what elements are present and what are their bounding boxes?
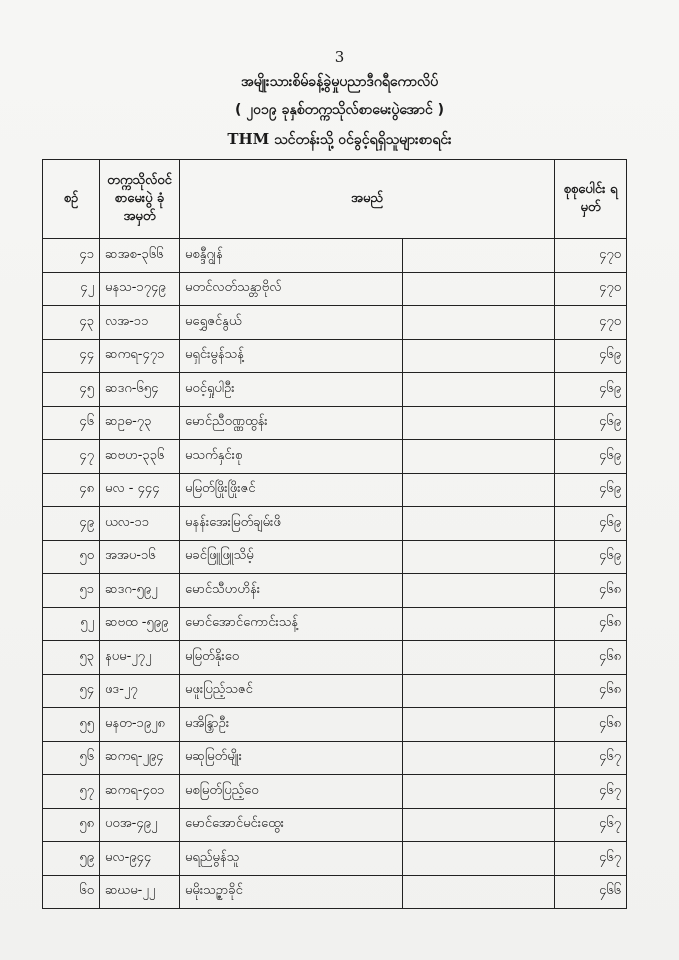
total-marks: ၄၆၈ — [555, 708, 627, 742]
name-cell-spacer — [403, 339, 555, 373]
table-row — [43, 607, 627, 641]
total-marks: ၄၆၈ — [555, 641, 627, 675]
student-name: မသက်နှင်းစု — [180, 440, 403, 474]
roll-number: ယလ-၁၁ — [100, 507, 180, 541]
roll-number: ဆဒဂ-၅၉၂ — [100, 574, 180, 608]
name-cell-spacer — [403, 306, 555, 340]
serial-number: ၄၉ — [43, 507, 100, 541]
total-marks: ၄၆၆ — [555, 875, 627, 909]
roll-number: အအပ-၁၆ — [100, 540, 180, 574]
total-marks: ၄၆၇ — [555, 775, 627, 809]
serial-number: ၆၀ — [43, 875, 100, 909]
roll-number: ဖဒ-၂၇ — [100, 674, 180, 708]
total-marks: ၄၆၇ — [555, 808, 627, 842]
table-row — [43, 373, 627, 407]
serial-number: ၄၈ — [43, 473, 100, 507]
roll-number: မလ-၉၄၄ — [100, 842, 180, 876]
name-cell-spacer — [403, 406, 555, 440]
exam-year-subtitle: ( ၂၀၁၉ ခုနှစ်တက္ကသိုလ်စာမေးပွဲအောင် ) — [234, 102, 445, 118]
serial-number: ၄၁ — [43, 239, 100, 273]
student-name: မရွှေဇင်နွယ် — [180, 306, 403, 340]
serial-number: ၅၅ — [43, 708, 100, 742]
list-title-text: သင်တန်းသို့ ဝင်ခွင့်ရရှိသူများစာရင်း — [274, 132, 452, 148]
roll-number: ဆဥဓ-၇၃ — [100, 406, 180, 440]
roll-number: ဆဗထ -၅၉၉ — [100, 607, 180, 641]
student-name: မခင်ဖြူဖြူသိမ့် — [180, 540, 403, 574]
table-row — [43, 741, 627, 775]
roll-number: လအ-၁၁ — [100, 306, 180, 340]
header-roll-number: တက္ကသိုလ်ဝင် စာမေးပွဲ ခုံအမှတ် — [100, 160, 180, 239]
table-row — [43, 875, 627, 909]
name-cell-spacer — [403, 708, 555, 742]
roll-number: ဆကရ-၄၇၁ — [100, 339, 180, 373]
roll-number: ဆဗဟ-၃၃၆ — [100, 440, 180, 474]
name-cell-spacer — [403, 842, 555, 876]
table-row — [43, 239, 627, 273]
list-title-course: THM — [227, 130, 270, 148]
table-row — [43, 272, 627, 306]
page-number: 3 — [334, 48, 345, 66]
table-row — [43, 775, 627, 809]
roll-number: ပဝအ-၄၉၂ — [100, 808, 180, 842]
name-cell-spacer — [403, 239, 555, 273]
student-name: မဆုမြတ်မျိုး — [180, 741, 403, 775]
name-cell-spacer — [403, 574, 555, 608]
name-cell-spacer — [403, 272, 555, 306]
serial-number: ၅၉ — [43, 842, 100, 876]
total-marks: ၄၆၉ — [555, 339, 627, 373]
student-name: မမြတ်နိုးဝေ — [180, 641, 403, 675]
admission-table — [42, 159, 627, 909]
table-row — [43, 842, 627, 876]
student-name: မအိန္ဒြာဦး — [180, 708, 403, 742]
roll-number: နပမ-၂၇၂ — [100, 641, 180, 675]
student-name: မနန်းအေးမြတ်ချမ်းဖိ — [180, 507, 403, 541]
roll-number: မလ - ၄၄၄ — [100, 473, 180, 507]
list-title — [0, 130, 679, 151]
name-cell-spacer — [403, 875, 555, 909]
table-row — [43, 674, 627, 708]
table-row — [43, 306, 627, 340]
student-name: မောင်အောင်မင်းထွေး — [180, 808, 403, 842]
header-name: အမည် — [180, 160, 555, 239]
serial-number: ၅၈ — [43, 808, 100, 842]
total-marks: ၄၆၇ — [555, 741, 627, 775]
table-row — [43, 540, 627, 574]
total-marks: ၄၆၉ — [555, 540, 627, 574]
total-marks: ၄၇၀ — [555, 272, 627, 306]
name-cell-spacer — [403, 641, 555, 675]
serial-number: ၅၄ — [43, 674, 100, 708]
student-name: မရှင်းမွန်သန့် — [180, 339, 403, 373]
student-name: မောင်ညီဝဏ္ဏထွန်း — [180, 406, 403, 440]
name-cell-spacer — [403, 607, 555, 641]
roll-number: မနတ-၁၉၂၈ — [100, 708, 180, 742]
roll-number: ဆဒဂ-၆၅၄ — [100, 373, 180, 407]
serial-number: ၅၁ — [43, 574, 100, 608]
student-name: မောင်သီဟဟိန်း — [180, 574, 403, 608]
serial-number: ၅၆ — [43, 741, 100, 775]
serial-number: ၄၄ — [43, 339, 100, 373]
table-row — [43, 708, 627, 742]
student-name: မောင်အောင်ကောင်းသန့် — [180, 607, 403, 641]
serial-number: ၅၂ — [43, 607, 100, 641]
roll-number: ဆဃမ-၂၂ — [100, 875, 180, 909]
total-marks: ၄၆၉ — [555, 473, 627, 507]
student-name: မစန္ဒီဂျွန် — [180, 239, 403, 273]
name-cell-spacer — [403, 440, 555, 474]
name-cell-spacer — [403, 473, 555, 507]
name-cell-spacer — [403, 808, 555, 842]
name-cell-spacer — [403, 373, 555, 407]
student-name: မဖူးပြည့်သဇင် — [180, 674, 403, 708]
name-cell-spacer — [403, 540, 555, 574]
student-name: မဝင့်ရှုပါဦး — [180, 373, 403, 407]
header-serial: စဉ် — [43, 160, 100, 239]
serial-number: ၄၃ — [43, 306, 100, 340]
total-marks: ၄၆၉ — [555, 440, 627, 474]
name-cell-spacer — [403, 775, 555, 809]
name-cell-spacer — [403, 674, 555, 708]
table-row — [43, 574, 627, 608]
college-title: အမျိုးသားစိမ်ခန့်ခွဲမှုပညာဒီဂရီကောလိပ် — [240, 74, 439, 90]
table-row — [43, 808, 627, 842]
student-name: မမိုးသဉ္ဇာခိုင် — [180, 875, 403, 909]
total-marks: ၄၆၉ — [555, 507, 627, 541]
serial-number: ၄၂ — [43, 272, 100, 306]
student-name: မတင်လတ်သန္တာဗိုလ် — [180, 272, 403, 306]
total-marks: ၄၆၈ — [555, 607, 627, 641]
student-name: မစမြတ်ပြည့်ဝေ — [180, 775, 403, 809]
header-total-marks: စုစုပေါင်း ရမှတ် — [555, 160, 627, 239]
table-row — [43, 507, 627, 541]
serial-number: ၄၅ — [43, 373, 100, 407]
name-cell-spacer — [403, 741, 555, 775]
total-marks: ၄၆၉ — [555, 406, 627, 440]
roll-number: ဆကရ-၄၀၁ — [100, 775, 180, 809]
serial-number: ၅၃ — [43, 641, 100, 675]
serial-number: ၄၆ — [43, 406, 100, 440]
total-marks: ၄၆၈ — [555, 574, 627, 608]
student-name: မမြတ်ဖြိုးဖြိုးဇင် — [180, 473, 403, 507]
total-marks: ၄၆၇ — [555, 842, 627, 876]
serial-number: ၅၇ — [43, 775, 100, 809]
roll-number: ဆကရ-၂၉၄ — [100, 741, 180, 775]
table-row — [43, 406, 627, 440]
serial-number: ၅၀ — [43, 540, 100, 574]
table-header-row — [43, 160, 627, 239]
total-marks: ၄၇၀ — [555, 239, 627, 273]
table-body — [43, 239, 627, 909]
name-cell-spacer — [403, 507, 555, 541]
roll-number: မနသ-၁၇၄၉ — [100, 272, 180, 306]
table-row — [43, 473, 627, 507]
table-row — [43, 641, 627, 675]
total-marks: ၄၆၉ — [555, 373, 627, 407]
student-name: မရည်မွန်သူ — [180, 842, 403, 876]
roll-number: ဆအစ-၃၆၆ — [100, 239, 180, 273]
table-row — [43, 440, 627, 474]
table-row — [43, 339, 627, 373]
total-marks: ၄၇၀ — [555, 306, 627, 340]
total-marks: ၄၆၈ — [555, 674, 627, 708]
serial-number: ၄၇ — [43, 440, 100, 474]
